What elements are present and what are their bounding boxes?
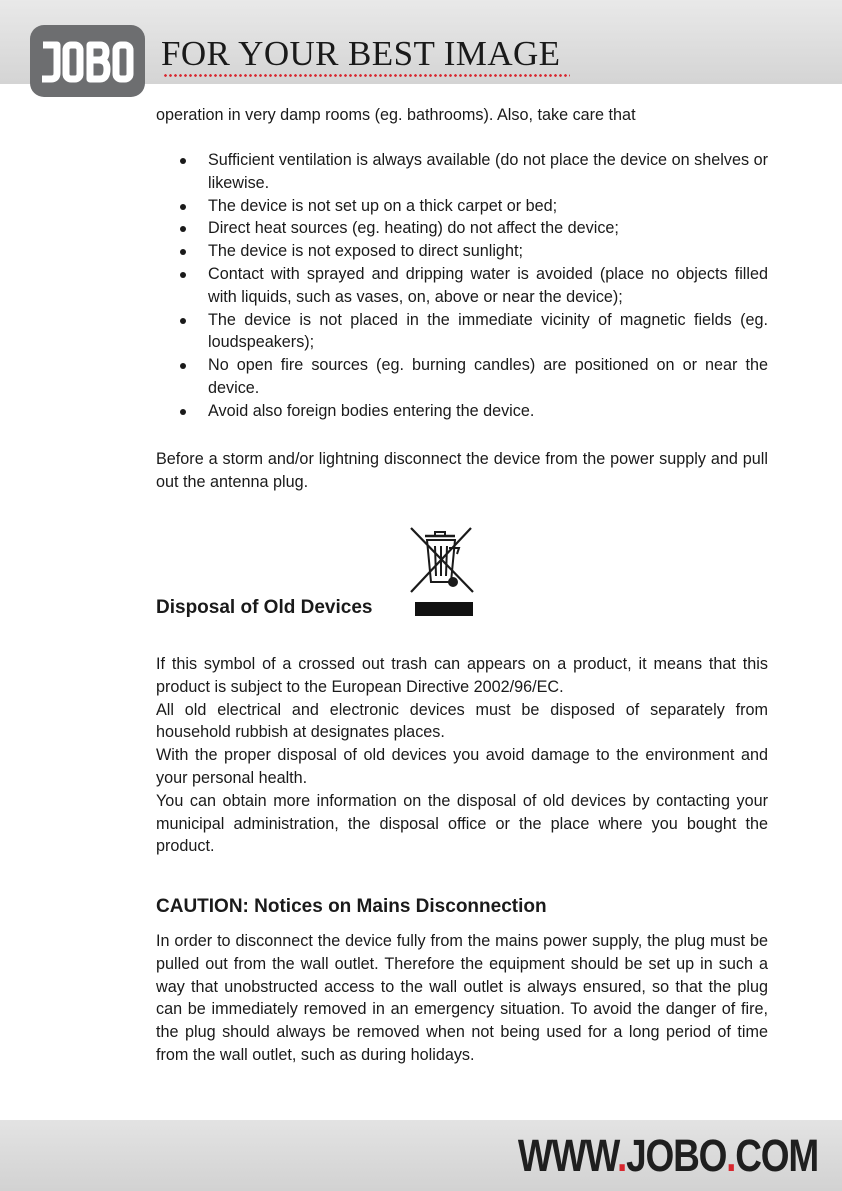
precautions-list [156, 149, 768, 423]
list-item: No open fire sources (eg. burning candles) are positioned on or near the device. [156, 354, 768, 400]
url-prefix: WWW [517, 1130, 618, 1181]
list-item: Direct heat sources (eg. heating) do not affect the device; [156, 217, 768, 240]
list-item: Contact with sprayed and dripping water is avoided (place no objects filled with liquids, such as vases, on, above or near the device); [156, 263, 768, 309]
disposal-heading: Disposal of Old Devices [156, 597, 373, 618]
crossed-out-wheelie-bin-icon [405, 524, 477, 629]
jobo-logo [30, 25, 145, 97]
url-dot: . [726, 1130, 736, 1181]
disposal-paragraph: All old electrical and electronic devices must be disposed of separately from household rubbish at designates places. [156, 700, 768, 742]
disposal-text [156, 653, 768, 858]
storm-paragraph: Before a storm and/or lightning disconnect the device from the power supply and pull out the antenna plug. [156, 450, 768, 491]
footer-website-link[interactable] [517, 1130, 818, 1181]
url-brand: JOBO [626, 1130, 727, 1181]
storm-notice [156, 448, 768, 494]
list-item: The device is not exposed to direct sunlight; [156, 240, 768, 263]
disposal-paragraph: If this symbol of a crossed out trash can appears on a product, it means that this product is subject to the European Directive 2002/96/EC. [156, 655, 768, 696]
list-item: Avoid also foreign bodies entering the device. [156, 400, 768, 423]
caution-text [156, 930, 768, 1067]
tagline-dotted-underline [163, 74, 570, 77]
url-suffix: COM [735, 1130, 818, 1181]
list-item: Sufficient ventilation is always available (do not place the device on shelves or likewise. [156, 149, 768, 195]
caution-heading: CAUTION: Notices on Mains Disconnection [156, 896, 547, 917]
jobo-logo-icon [30, 25, 145, 97]
tagline: FOR YOUR BEST IMAGE [161, 34, 561, 73]
list-item: The device is not set up on a thick carpet or bed; [156, 195, 768, 218]
disposal-paragraph: You can obtain more information on the disposal of old devices by contacting your municipal administration, the disposal office or the place where you bought the product. [156, 791, 768, 856]
disposal-paragraph: With the proper disposal of old devices you avoid damage to the environment and your personal health. [156, 746, 768, 787]
url-dot: . [617, 1130, 627, 1181]
list-item: The device is not placed in the immediate vicinity of magnetic fields (eg. loudspeakers); [156, 309, 768, 355]
intro-paragraph: operation in very damp rooms (eg. bathrooms). Also, take care that [156, 106, 636, 124]
caution-paragraph: In order to disconnect the device fully from the mains power supply, the plug must be pulled out from the wall outlet. Therefore the equipment should be set up in such a way that unobstructed access to the wall outlet is always ensured, so that the plug can be immediately removed in an emergency situation. To avoid the danger of fire, the plug should always be removed when not being used for a long period of time from the wall outlet, such as during holidays. [156, 932, 768, 1064]
intro-text [156, 104, 768, 127]
